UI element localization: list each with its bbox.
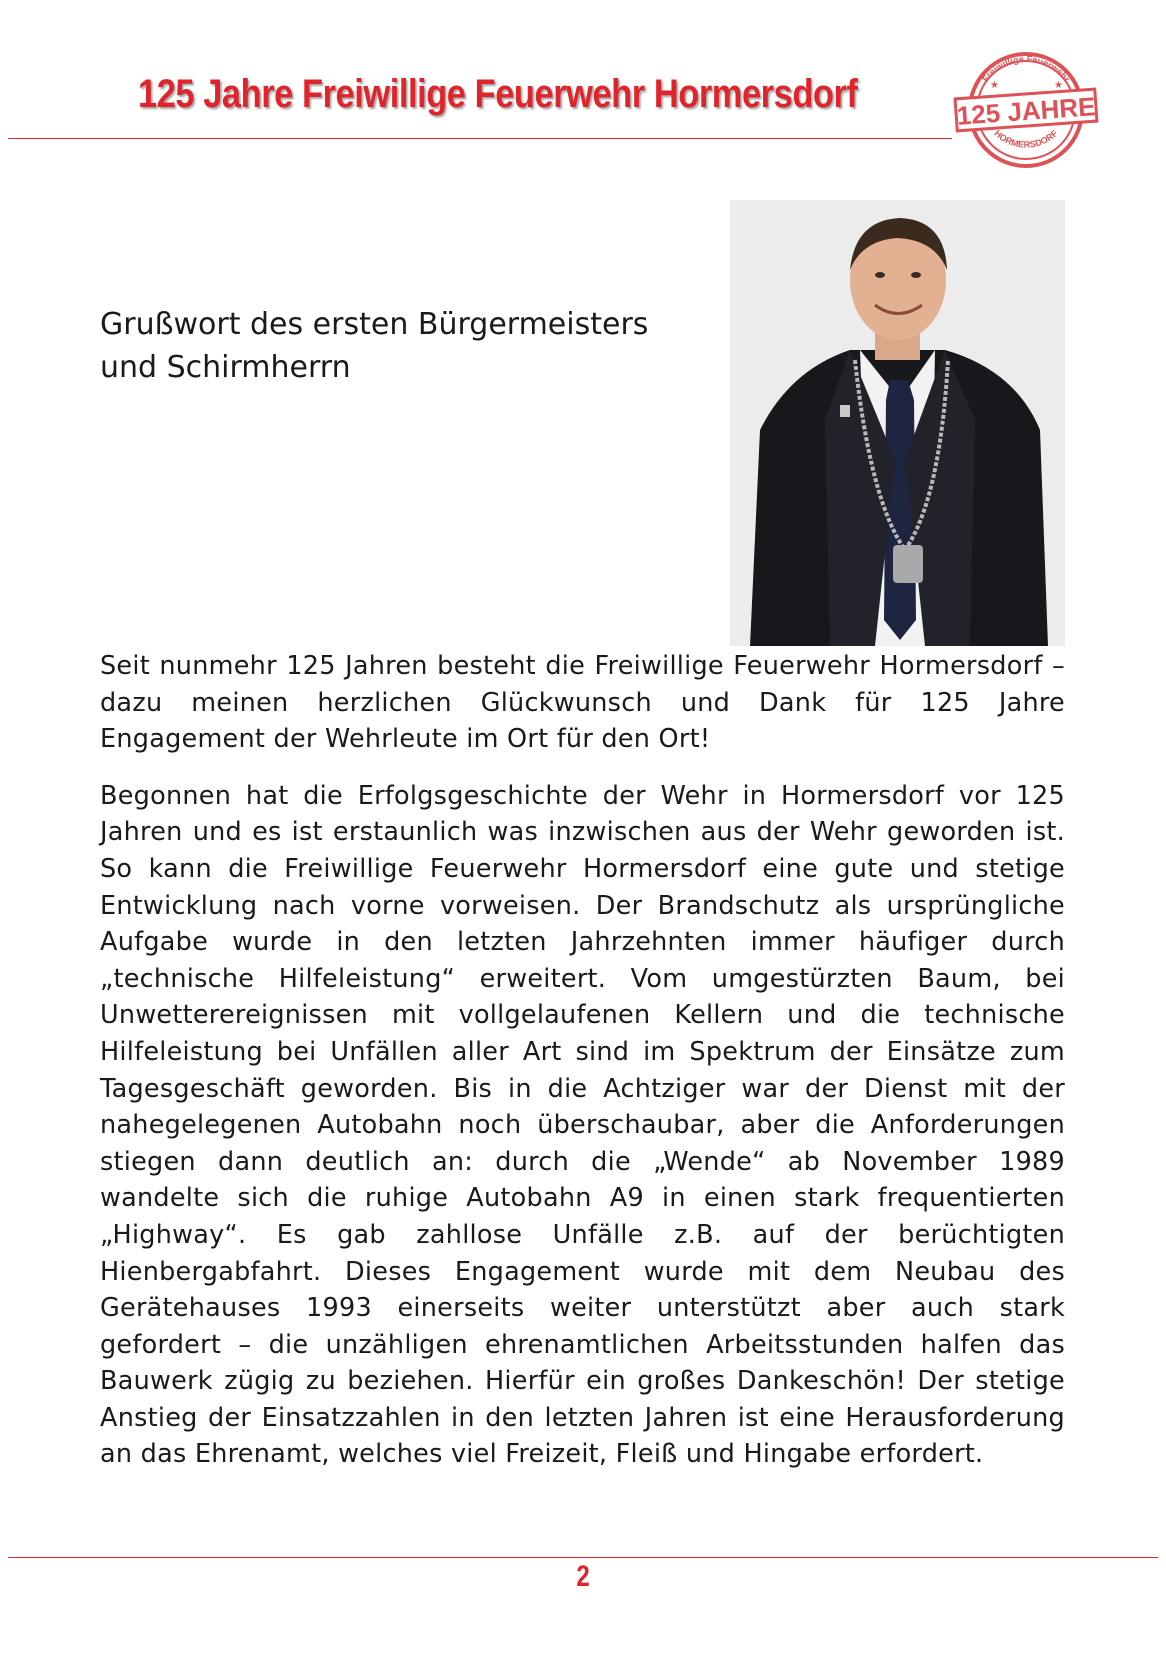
header-divider	[8, 138, 952, 139]
stamp-center-text: 125 JAHRE	[955, 91, 1097, 131]
stamp-top-text: Freiwillige Feuerwehr	[980, 53, 1072, 84]
publication-title: 125 Jahre Freiwillige Feuerwehr Hormersdorf	[138, 72, 858, 116]
article-body	[100, 648, 1065, 1493]
page-heading	[100, 303, 740, 389]
heading-line-2: und Schirmherrn	[100, 350, 351, 385]
anniversary-stamp	[950, 50, 1100, 168]
heading-line-1: Grußwort des ersten Bürgermeisters	[100, 307, 649, 342]
page-number: 2	[576, 1560, 590, 1593]
stamp-bottom-text: HORMERSDORF	[992, 128, 1060, 150]
star-icon: ★	[1054, 80, 1063, 91]
mayor-portrait	[730, 200, 1065, 646]
footer-divider	[8, 1557, 1158, 1558]
paragraph-intro: Seit nunmehr 125 Jahren besteht die Freiwillige Feuerwehr Hormersdorf – dazu meinen herzlichen Glückwunsch und Dank für 125 Jahre Engagement der Wehrleute im Ort für den Ort!	[100, 651, 1065, 755]
paragraph-history: Begonnen hat die Erfolgsgeschichte der Wehr in Hormersdorf vor 125 Jahren und es ist erstaunlich was inzwischen aus der Wehr geworden ist. So kann die Freiwillige Feuerwehr Hormersdorf eine gute und stetige Entwicklung nach vorne vorweisen. Der Brandschutz als ursprüngliche Aufgabe wurde in den letzten Jahrzehnten immer häufiger durch „technische Hilfeleistung“ erweitert. Vom umgestürzten Baum, bei Unwetterereignissen mit vollgelaufenen Kellern und die technische Hilfeleistung bei Unfällen aller Art sind im Spektrum der Einsätze zum Tagesgeschäft geworden. Bis in die Achtziger war der Dienst mit der nahegelegenen Autobahn noch überschaubar, aber die Anforderungen stiegen dann deutlich an: durch die „Wende“ ab November 1989 wandelte sich die ruhige Autobahn A9 in einen stark frequentierten „Highway“. Es gab zahllose Unfälle z.B. auf der berüchtigten Hienbergabfahrt. Dieses Engagement wurde mit dem Neubau des Gerätehauses 1993 einerseits weiter unterstützt aber auch stark gefordert – die unzähligen ehrenamtlichen Arbeitsstunden halfen das Bauwerk zügig zu beziehen. Hierfür ein großes Dankeschön! Der stetige Anstieg der Einsatzzahlen in den letzten Jahren ist eine Herausforderung an das Ehrenamt, welches viel Freizeit, Fleiß und Hingabe erfordert.	[100, 780, 1065, 1470]
star-icon: ★	[990, 80, 999, 91]
